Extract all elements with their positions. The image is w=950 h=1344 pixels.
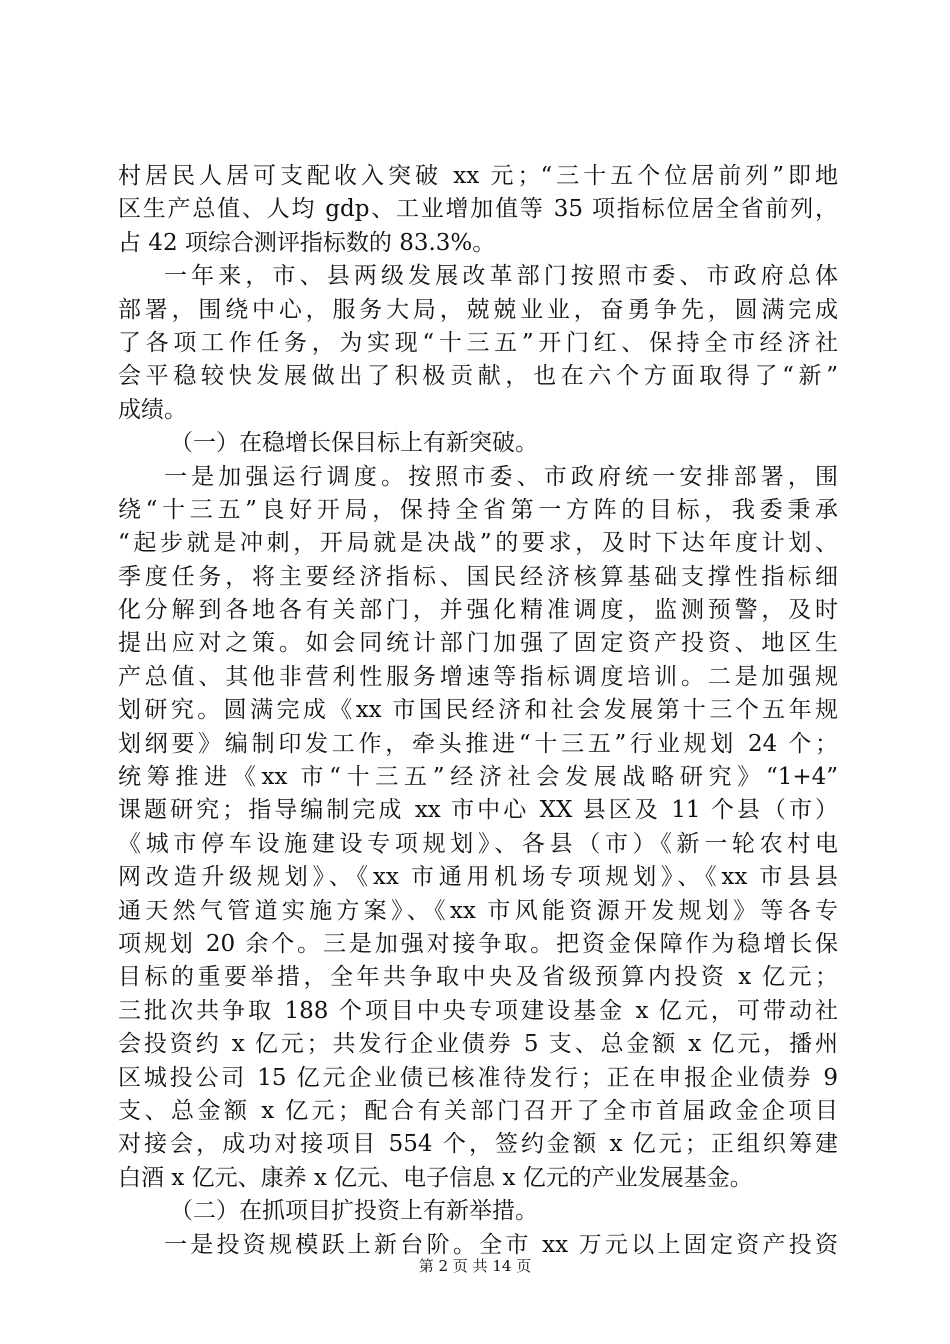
text-line: 统筹推进《xx 市“十三五”经济社会发展战略研究》“1+4” bbox=[118, 764, 838, 791]
text-line: 村居民人居可支配收入突破 xx 元；“三十五个位居前列”即地 bbox=[118, 163, 838, 189]
text-line: 《城市停车设施建设专项规划》、各县（市）《新一轮农村电 bbox=[118, 830, 838, 857]
text-line: 区城投公司 15 亿元企业债已核准待发行；正在申报企业债券 9 bbox=[118, 1064, 838, 1091]
text-line: （二）在抓项目扩投资上有新举措。 bbox=[170, 1198, 538, 1225]
text-line: “起步就是冲刺，开局就是决战”的要求，及时下达年度计划、 bbox=[118, 530, 838, 557]
text-line: 区生产总值、人均 gdp、工业增加值等 35 项指标位居全省前列， bbox=[118, 196, 838, 223]
text-line: 划研究。圆满完成《xx 市国民经济和社会发展第十三个五年规 bbox=[118, 697, 838, 724]
text-line: 对接会，成功对接项目 554 个，签约金额 x 亿元；正组织筹建 bbox=[118, 1131, 838, 1158]
text-line: 一是加强运行调度。按照市委、市政府统一安排部署，围 bbox=[164, 463, 838, 490]
text-line: 三批次共争取 188 个项目中央专项建设基金 x 亿元，可带动社 bbox=[118, 997, 838, 1024]
text-line: 一是投资规模跃上新台阶。全市 xx 万元以上固定资产投资 bbox=[164, 1231, 838, 1258]
text-line: 划纲要》编制印发工作，牵头推进“十三五”行业规划 24 个； bbox=[118, 730, 838, 757]
text-line: 化分解到各地各有关部门，并强化精准调度，监测预警，及时 bbox=[118, 597, 838, 624]
text-line: 会投资约 x 亿元；共发行企业债券 5 支、总金额 x 亿元，播州 bbox=[118, 1031, 838, 1058]
text-line: 提出应对之策。如会同统计部门加强了固定资产投资、地区生 bbox=[118, 630, 838, 657]
document-body bbox=[118, 160, 838, 1262]
text-line: 一年来，市、县两级发展改革部门按照市委、市政府总体 bbox=[164, 263, 838, 290]
text-line: （一）在稳增长保目标上有新突破。 bbox=[170, 430, 538, 457]
text-line: 部署，围绕中心，服务大局，兢兢业业，奋勇争先，圆满完成 bbox=[118, 296, 838, 323]
text-line: 网改造升级规划》、《xx 市通用机场专项规划》、《xx 市县县 bbox=[118, 864, 838, 891]
text-line: 季度任务，将主要经济指标、国民经济核算基础支撑性指标细 bbox=[118, 563, 838, 590]
text-line: 支、总金额 x 亿元；配合有关部门召开了全市首届政金企项目 bbox=[118, 1097, 838, 1124]
text-line: 项规划 20 余个。三是加强对接争取。把资金保障作为稳增长保 bbox=[118, 930, 838, 957]
text-line: 占 42 项综合测评指标数的 83.3%。 bbox=[118, 229, 496, 256]
text-line: 课题研究；指导编制完成 xx 市中心 XX 县区及 11 个县（市） bbox=[118, 797, 838, 824]
text-line: 了各项工作任务，为实现“十三五”开门红、保持全市经济社 bbox=[118, 329, 838, 356]
text-line: 成绩。 bbox=[118, 396, 187, 423]
text-line: 产总值、其他非营利性服务增速等指标调度培训。二是加强规 bbox=[118, 663, 838, 690]
text-line: 绕“十三五”良好开局，保持全省第一方阵的目标，我委秉承 bbox=[118, 496, 838, 523]
text-line: 会平稳较快发展做出了积极贡献，也在六个方面取得了“新” bbox=[118, 363, 838, 390]
text-line: 白酒 x 亿元、康养 x 亿元、电子信息 x 亿元的产业发展基金。 bbox=[118, 1164, 753, 1191]
text-line: 通天然气管道实施方案》、《xx 市风能资源开发规划》等各专 bbox=[118, 897, 838, 924]
text-line: 目标的重要举措，全年共争取中央及省级预算内投资 x 亿元； bbox=[118, 964, 838, 991]
page-footer: 第 2 页 共 14 页 bbox=[418, 1257, 532, 1275]
